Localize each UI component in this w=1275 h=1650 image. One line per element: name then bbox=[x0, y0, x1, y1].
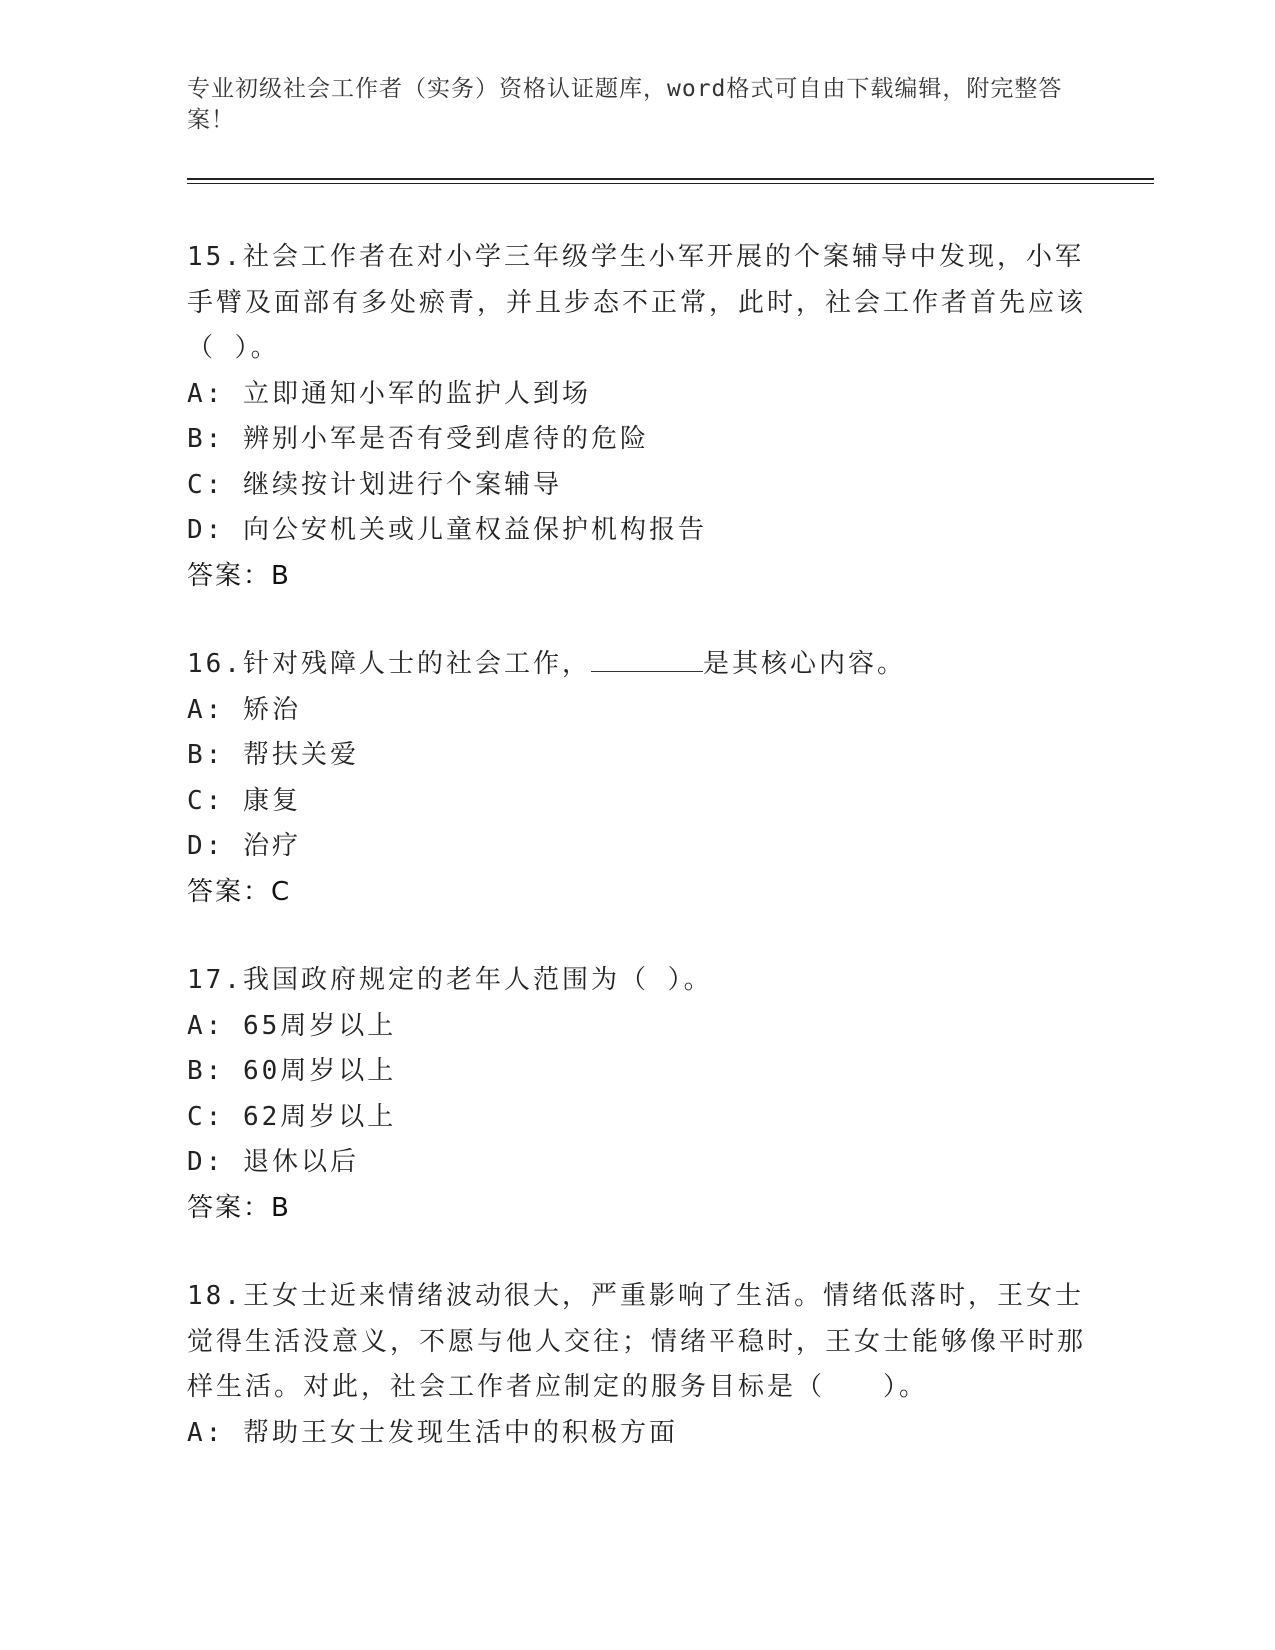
question-stem-before-blank: 16.针对残障人士的社会工作， bbox=[187, 649, 591, 679]
answer-label: 答案：B bbox=[187, 560, 291, 591]
answer-label: 答案：B bbox=[187, 1192, 291, 1223]
question-stem bbox=[187, 642, 1087, 688]
fill-blank bbox=[591, 651, 703, 672]
option-d: D: 向公安机关或儿童权益保护机构报告 bbox=[187, 515, 707, 545]
option-d: D: 退休以后 bbox=[187, 1147, 359, 1177]
option-a: A: 立即通知小军的监护人到场 bbox=[187, 378, 591, 409]
question-15 bbox=[187, 235, 1087, 599]
header-divider-thick bbox=[187, 178, 1154, 180]
option-a: A: 65周岁以上 bbox=[187, 1010, 397, 1041]
question-stem: 15.社会工作者在对小学三年级学生小军开展的个案辅导中发现，小军手臂及面部有多处瘀青，并且步态不正常，此时，社会工作者首先应该（ ）。 bbox=[187, 242, 1087, 363]
option-c: C: 62周岁以上 bbox=[187, 1101, 397, 1132]
question-16 bbox=[187, 642, 1087, 915]
option-b: B: 帮扶关爱 bbox=[187, 740, 359, 770]
option-b: B: 60周岁以上 bbox=[187, 1056, 397, 1086]
question-stem-after-blank: 是其核心内容。 bbox=[702, 649, 906, 679]
option-a: A: 矫治 bbox=[187, 694, 301, 725]
question-list bbox=[187, 235, 1087, 1456]
option-b: B: 辨别小军是否有受到虐待的危险 bbox=[187, 424, 649, 454]
question-18 bbox=[187, 1274, 1087, 1456]
question-stem: 18.王女士近来情绪波动很大，严重影响了生活。情绪低落时，王女士觉得生活没意义，不愿与他人交往；情绪平稳时，王女士能够像平时那样生活。对此，社会工作者应制定的服务目标是（ ）。 bbox=[187, 1281, 1087, 1402]
option-d: D: 治疗 bbox=[187, 831, 301, 861]
header-divider-thin bbox=[187, 183, 1154, 184]
option-c: C: 康复 bbox=[187, 785, 301, 816]
option-c: C: 继续按计划进行个案辅导 bbox=[187, 469, 562, 500]
option-a: A: 帮助王女士发现生活中的积极方面 bbox=[187, 1417, 678, 1448]
question-stem: 17.我国政府规定的老年人范围为（ ）。 bbox=[187, 965, 713, 995]
question-17 bbox=[187, 958, 1087, 1231]
header-text: 专业初级社会工作者（实务）资格认证题库，word格式可自由下载编辑，附完整答案！ bbox=[187, 76, 1063, 133]
document-header bbox=[187, 74, 1087, 136]
answer-label: 答案：C bbox=[187, 876, 292, 907]
